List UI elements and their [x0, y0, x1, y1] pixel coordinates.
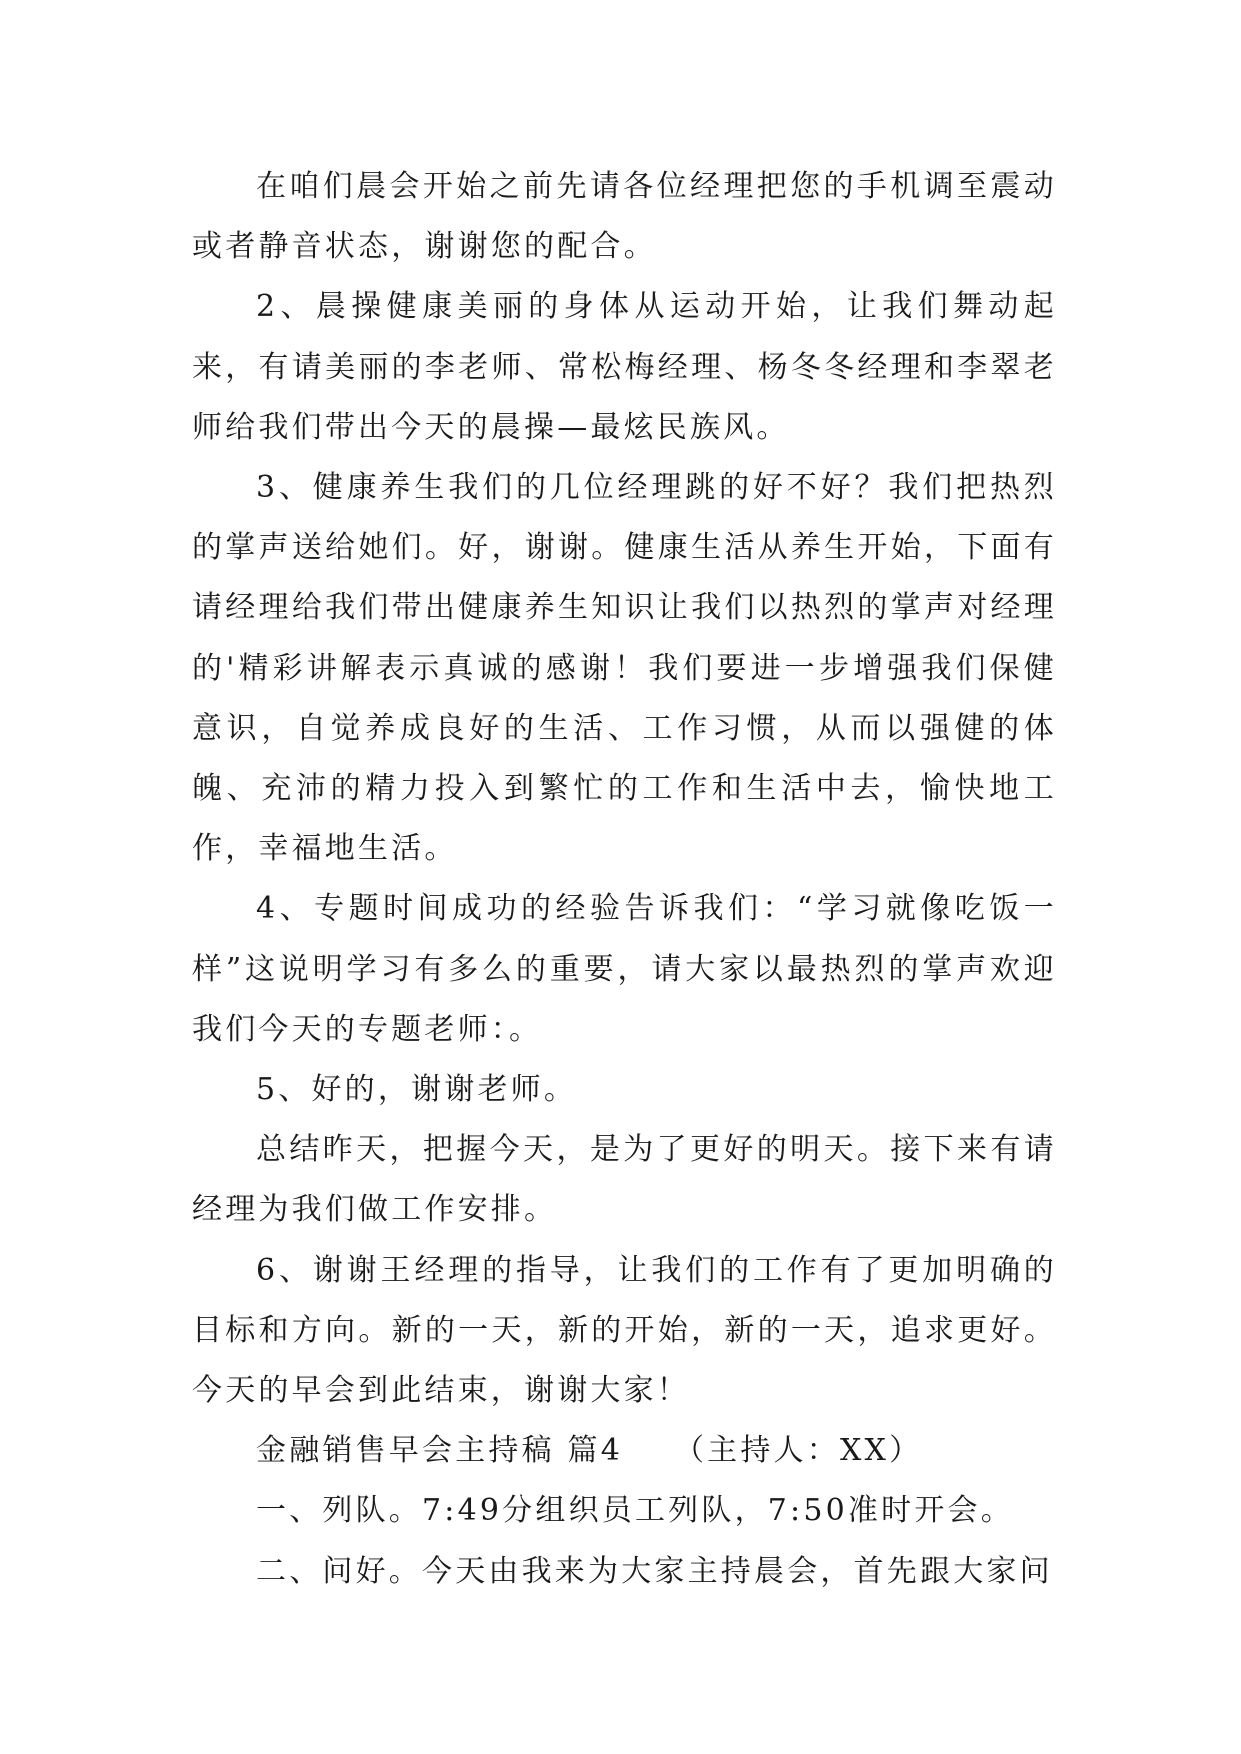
- section-heading: 金融销售早会主持稿 篇4 （主持人：XX）: [256, 1433, 923, 1469]
- paragraph-6-closing: 6、谢谢王经理的指导，让我们的工作有了更加明确的目标和方向。新的一天，新的开始，新的一天，追求更好。今天的早会到此结束，谢谢大家！: [192, 1252, 1057, 1409]
- paragraph-3-health: 3、健康养生我们的几位经理跳的好不好？我们把热烈的掌声送给她们。好，谢谢。健康生活从养生开始，下面有请经理给我们带出健康养生知识让我们以热烈的掌声对经理的'精彩讲解表示真诚的感谢！我们要进一步增强我们保健意识，自觉养成良好的生活、工作习惯，从而以强健的体魄、充沛的精力投入到繁忙的工作和生活中去，愉快地工作，幸福地生活。: [192, 470, 1057, 867]
- paragraph-2-morning-exercise: 2、晨操健康美丽的身体从运动开始，让我们舞动起来，有请美丽的李老师、常松梅经理、杨冬冬经理和李翠老师给我们带出今天的晨操—最炫民族风。: [192, 289, 1057, 445]
- paragraph-5-thanks: 5、好的，谢谢老师。: [256, 1072, 578, 1108]
- paragraph-intro: 在咱们晨会开始之前先请各位经理把您的手机调至震动或者静音状态，谢谢您的配合。: [192, 169, 1057, 265]
- list-item-greeting: 二、问好。今天由我来为大家主持晨会，首先跟大家问: [256, 1553, 1053, 1589]
- paragraph-summary: 总结昨天，把握今天，是为了更好的明天。接下来有请经理为我们做工作安排。: [192, 1132, 1057, 1228]
- list-item-lineup: 一、列队。7:49分组织员工列队，7:50准时开会。: [256, 1493, 1014, 1529]
- document-body: [192, 157, 1057, 1602]
- paragraph-4-topic-time: 4、专题时间成功的经验告诉我们：“学习就像吃饭一样”这说明学习有多么的重要，请大家以最热烈的掌声欢迎我们今天的专题老师：。: [192, 891, 1057, 1047]
